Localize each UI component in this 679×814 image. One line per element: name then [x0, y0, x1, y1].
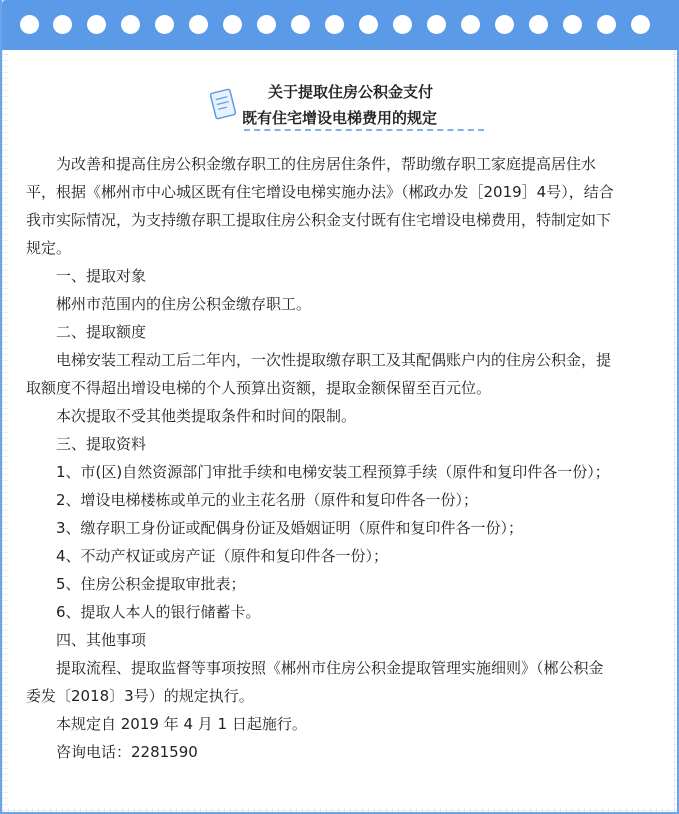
decorative-dot	[393, 15, 412, 34]
list-item: 5、住房公积金提取审批表；	[56, 575, 246, 593]
effective-date: 本规定自 2019 年 4 月 1 日起施行。	[56, 715, 307, 733]
decorative-dot	[291, 15, 310, 34]
title-line-1: 关于提取住房公积金支付	[268, 83, 434, 101]
decorative-dot	[53, 15, 72, 34]
decorative-dot	[529, 15, 548, 34]
paragraph: 郴州市范围内的住房公积金缴存职工。	[56, 295, 312, 313]
paragraph: 本次提取不受其他类提取条件和时间的限制。	[56, 407, 357, 425]
decorative-dot	[427, 15, 446, 34]
decorative-dot	[155, 15, 174, 34]
paragraph: 提取流程、提取监督等事项按照《郴州市住房公积金提取管理实施细则》（郴公积金委发〔2018〕3号）的规定执行。	[26, 659, 604, 705]
list-item: 1、市(区)自然资源部门审批手续和电梯安装工程预算手续（原件和复印件各一份）；	[56, 463, 610, 481]
document-icon	[209, 88, 237, 120]
list-item: 2、增设电梯楼栋或单元的业主花名册（原件和复印件各一份）；	[56, 491, 479, 509]
decorative-dot	[121, 15, 140, 34]
paragraph: 电梯安装工程动工后二年内，一次性提取缴存职工及其配偶账户内的住房公积金，提取额度不得超出增设电梯的个人预算出资额，提取金额保留至百元位。	[26, 351, 612, 397]
decorative-dot	[631, 15, 650, 34]
title-line-2: 既有住宅增设电梯费用的规定	[242, 109, 438, 127]
section-heading: 一、提取对象	[56, 267, 147, 285]
decorative-dot	[257, 15, 276, 34]
list-item: 4、不动产权证或房产证（原件和复印件各一份）；	[56, 547, 389, 565]
title-block	[208, 78, 498, 138]
document-content	[8, 50, 673, 808]
decorative-dot	[597, 15, 616, 34]
document-body	[26, 150, 616, 766]
section-heading: 四、其他事项	[56, 631, 147, 649]
decorative-dot	[20, 15, 39, 34]
decorative-dot	[461, 15, 480, 34]
list-item: 3、缴存职工身份证或配偶身份证及婚姻证明（原件和复印件各一份）；	[56, 519, 524, 537]
list-item: 6、提取人本人的银行储蓄卡。	[56, 603, 261, 621]
decorative-dot	[495, 15, 514, 34]
section-heading: 二、提取额度	[56, 323, 147, 341]
intro-paragraph: 为改善和提高住房公积金缴存职工的住房居住条件，帮助缴存职工家庭提高居住水平，根据《郴州市中心城区既有住宅增设电梯实施办法》（郴政办发［2019］4号），结合我市实际情况，为支持缴存职工提取住房公积金支付既有住宅增设电梯费用，特制定如下规定。	[26, 155, 614, 257]
title-underline	[244, 129, 484, 131]
top-bar	[2, 0, 679, 50]
decorative-dot	[563, 15, 582, 34]
decorative-dot	[87, 15, 106, 34]
section-heading: 三、提取资料	[56, 435, 147, 453]
decorative-dot	[189, 15, 208, 34]
contact-phone: 咨询电话：2281590	[56, 743, 198, 761]
decorative-dot	[223, 15, 242, 34]
decorative-dot	[359, 15, 378, 34]
decorative-dot	[325, 15, 344, 34]
